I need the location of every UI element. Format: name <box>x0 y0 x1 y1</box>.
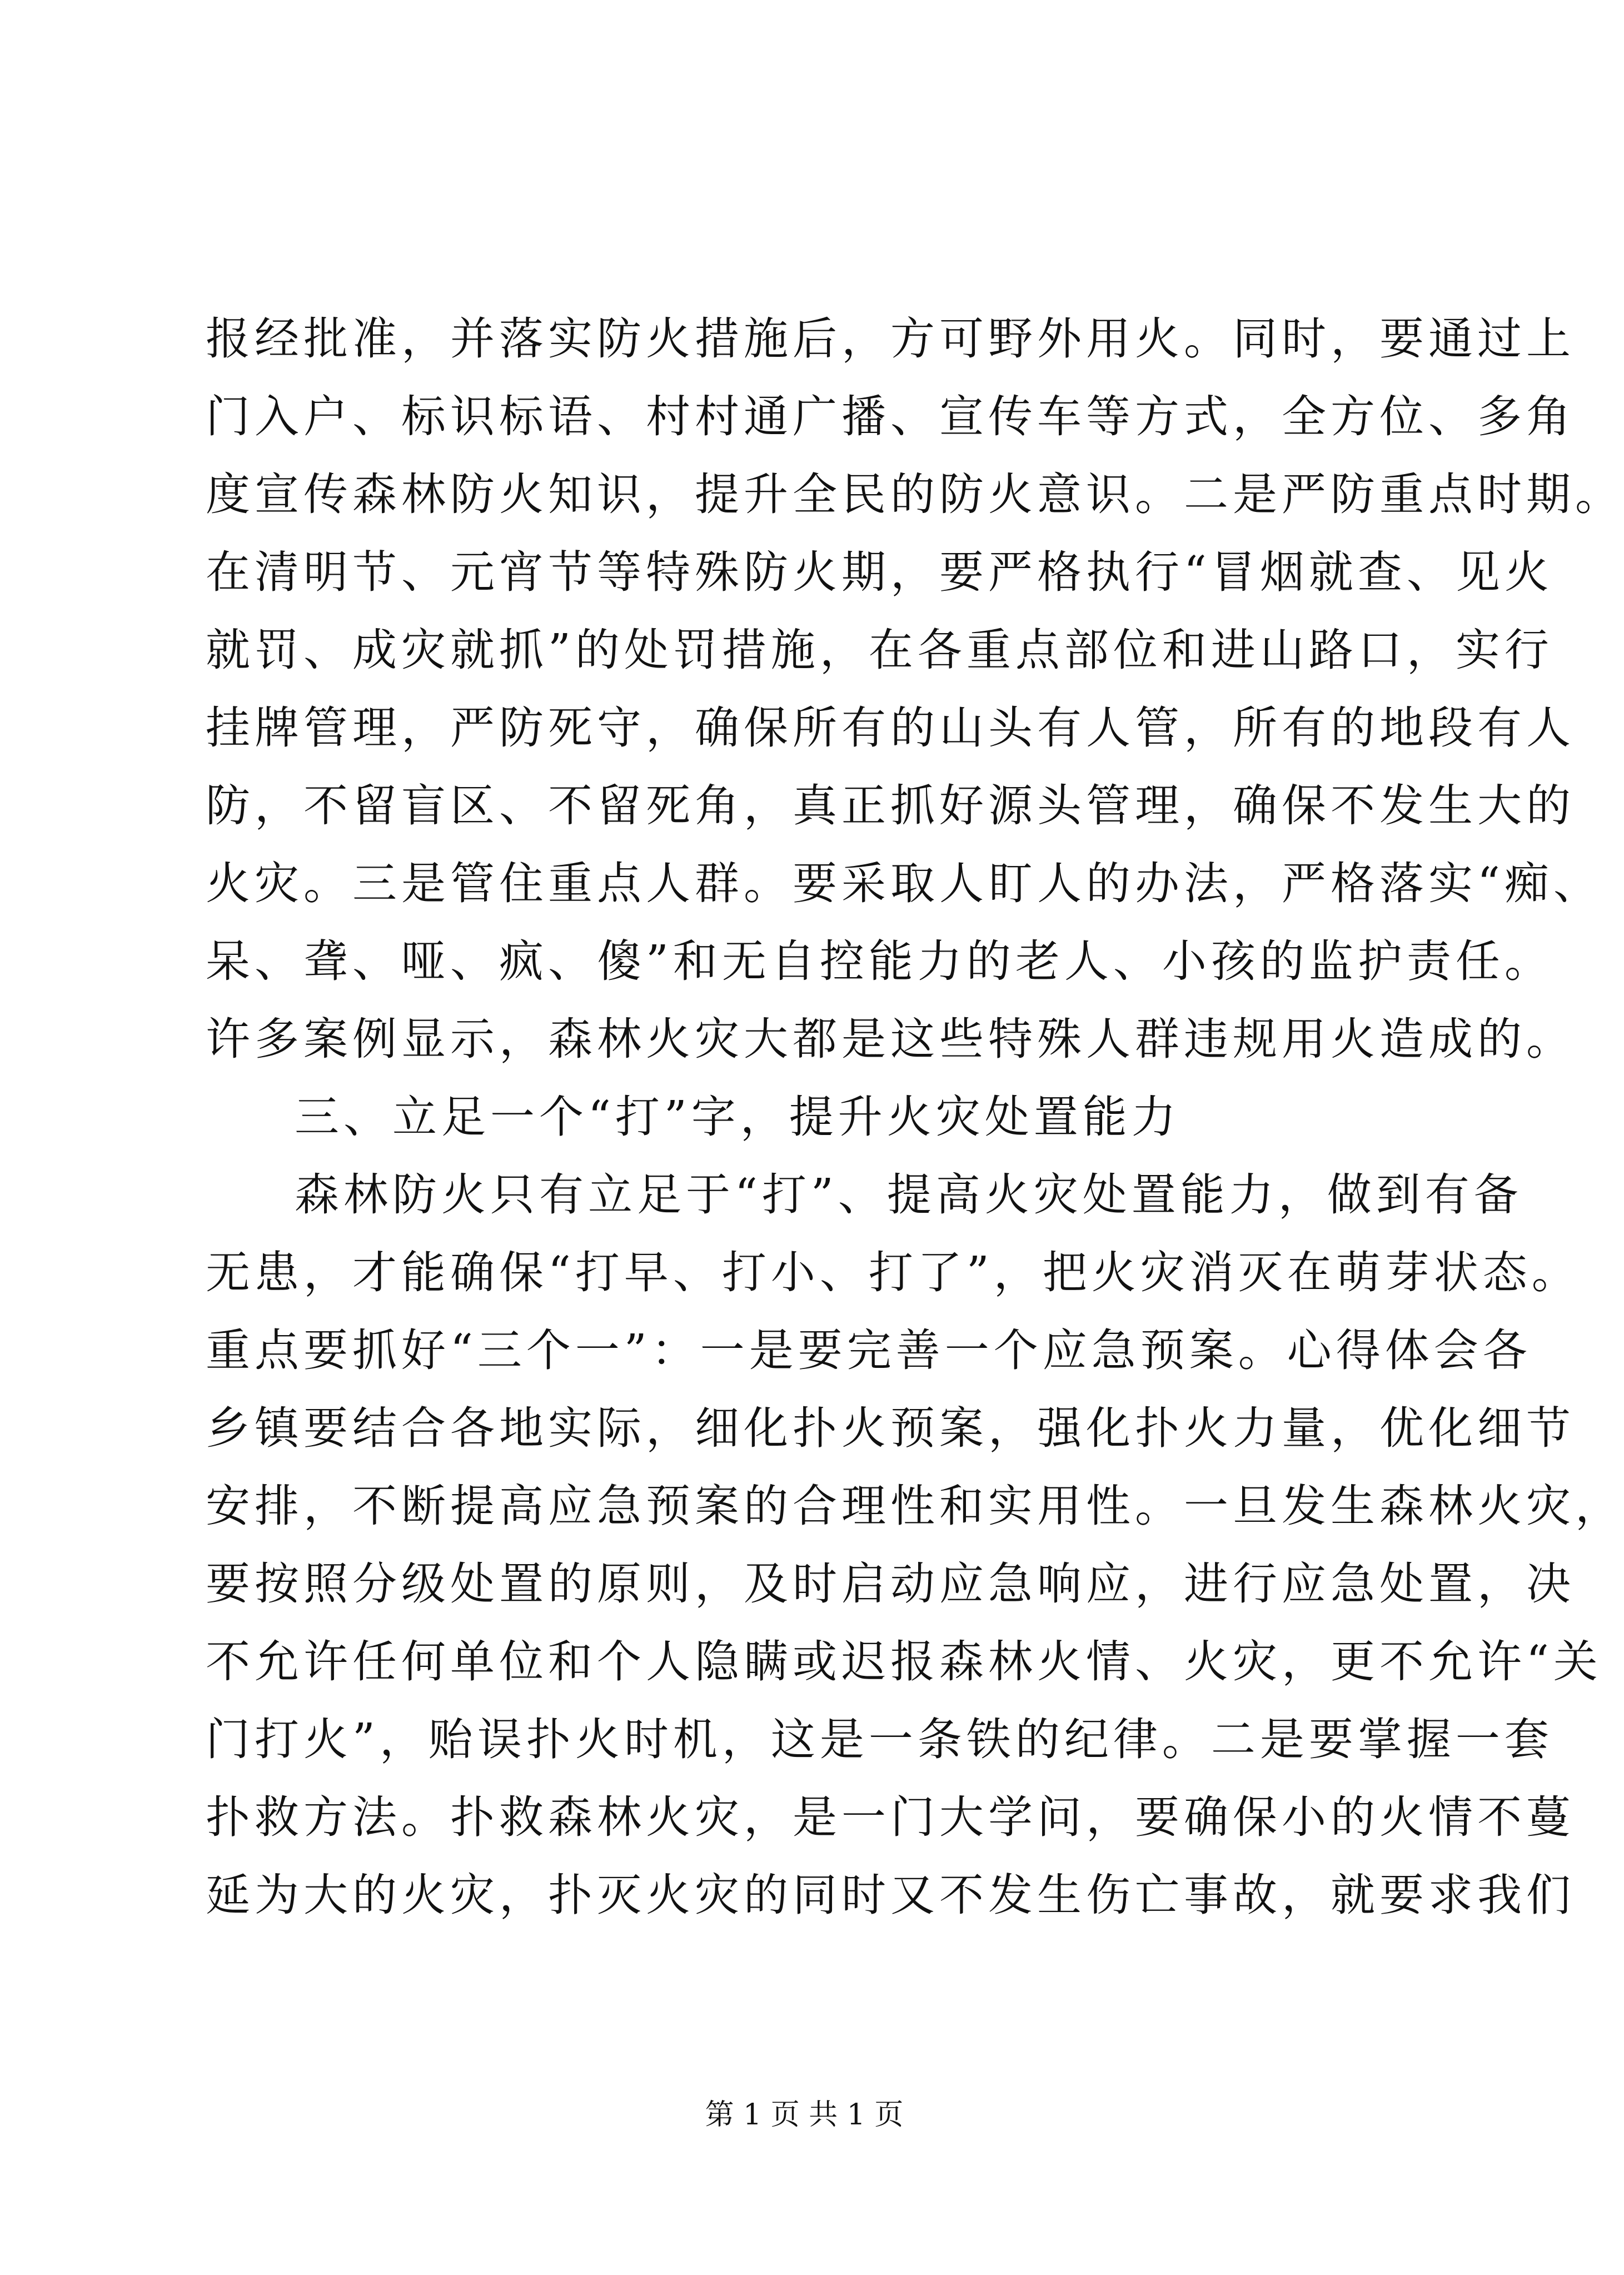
text-line: 扑救方法。扑救森林火灾，是一门大学问，要确保小的火情不蔓 <box>206 1791 1575 1843</box>
text-line: 重点要抓好“三个一”：一是要完善一个应急预案。心得体会各 <box>206 1325 1532 1376</box>
text-line: 乡镇要结合各地实际，细化扑火预案，强化扑火力量，优化细节 <box>206 1402 1575 1454</box>
text-line: 火灾。三是管住重点人群。要采取人盯人的办法，严格落实“痴、 <box>206 858 1602 909</box>
text-line: 在清明节、元宵节等特殊防火期，要严格执行“冒烟就查、见火 <box>206 546 1553 598</box>
text-line: 就罚、成灾就抓”的处罚措施，在各重点部位和进山路口，实行 <box>206 624 1553 676</box>
text-line: 安排，不断提高应急预案的合理性和实用性。一旦发生森林火灾， <box>206 1480 1624 1532</box>
text-line: 防，不留盲区、不留死角，真正抓好源头管理，确保不发生大的 <box>206 780 1575 832</box>
text-line: 度宣传森林防火知识，提升全民的防火意识。二是严防重点时期。 <box>206 469 1624 520</box>
text-line: 森林防火只有立足于“打”、提高火灾处置能力，做到有备 <box>295 1169 1523 1221</box>
text-line: 报经批准，并落实防火措施后，方可野外用火。同时，要通过上 <box>206 313 1575 365</box>
text-line: 门打火”，贻误扑火时机，这是一条铁的纪律。二是要掌握一套 <box>206 1714 1553 1765</box>
text-line: 无患，才能确保“打早、打小、打了”，把火灾消灭在萌芽状态。 <box>206 1247 1581 1298</box>
text-line: 不允许任何单位和个人隐瞒或迟报森林火情、火灾，更不允许“关 <box>206 1636 1602 1687</box>
section-heading: 三、立足一个“打”字，提升火灾处置能力 <box>295 1091 1180 1143</box>
page-footer: 第 1 页 共 1 页 <box>705 2098 904 2132</box>
text-line: 呆、聋、哑、疯、傻”和无自控能力的老人、小孩的监护责任。 <box>206 935 1553 987</box>
text-line: 门入户、标识标语、村村通广播、宣传车等方式，全方位、多角 <box>206 391 1575 442</box>
text-line: 延为大的火灾，扑灭火灾的同时又不发生伤亡事故，就要求我们 <box>206 1869 1575 1921</box>
text-line: 挂牌管理，严防死守，确保所有的山头有人管，所有的地段有人 <box>206 702 1575 754</box>
text-line: 许多案例显示，森林火灾大都是这些特殊人群违规用火造成的。 <box>206 1013 1575 1065</box>
text-line: 要按照分级处置的原则，及时启动应急响应，进行应急处置，决 <box>206 1558 1575 1610</box>
